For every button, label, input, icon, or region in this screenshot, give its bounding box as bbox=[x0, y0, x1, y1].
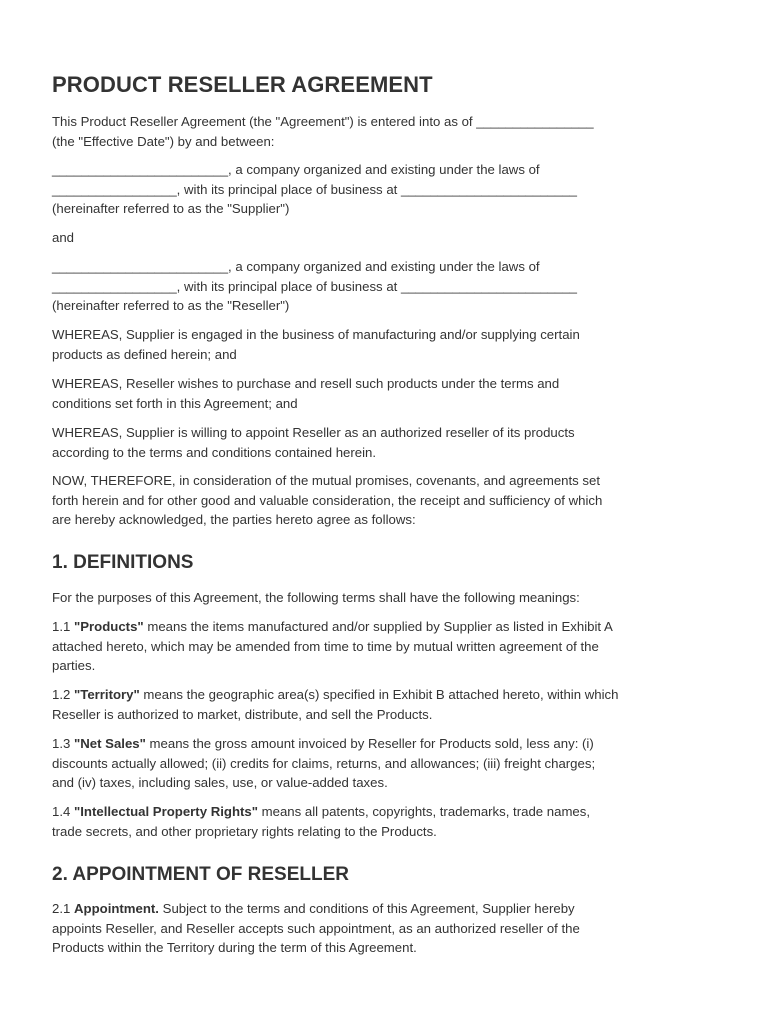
whereas-paragraph-2 bbox=[52, 374, 724, 413]
definition-line bbox=[52, 734, 724, 754]
whereas-paragraph-1 bbox=[52, 325, 724, 364]
clause-title: Appointment. bbox=[74, 901, 159, 916]
supplier-paragraph bbox=[52, 160, 724, 219]
clause-number: 1.1 bbox=[52, 619, 74, 634]
clause-text: Subject to the terms and conditions of this Agreement, Supplier hereby bbox=[158, 901, 575, 916]
clause-number: 2.1 bbox=[52, 901, 74, 916]
definition-line: parties. bbox=[52, 658, 96, 673]
whereas-line: WHEREAS, Supplier is willing to appoint Reseller as an authorized reseller of its products bbox=[52, 425, 575, 440]
supplier-line: _________________, with its principal place of business at ________________________ bbox=[52, 181, 578, 197]
definition-line bbox=[52, 617, 724, 637]
clause-number: 1.4 bbox=[52, 804, 74, 819]
now-therefore-line: are hereby acknowledged, the parties hereto agree as follows: bbox=[52, 512, 416, 527]
supplier-line: ________________________, a company organized and existing under the laws of bbox=[52, 162, 540, 177]
definition-line bbox=[52, 802, 724, 822]
intro-paragraph bbox=[52, 112, 724, 151]
supplier-line: (hereinafter referred to as the "Supplier") bbox=[52, 201, 290, 216]
definition-text: means the items manufactured and/or supplied by Supplier as listed in Exhibit A bbox=[143, 619, 613, 634]
clause-number: 1.3 bbox=[52, 736, 74, 751]
whereas-line: products as defined herein; and bbox=[52, 346, 237, 362]
reseller-line: ________________________, a company organized and existing under the laws of bbox=[52, 259, 540, 274]
clause-number: 1.2 bbox=[52, 687, 74, 702]
and-text: and bbox=[52, 230, 75, 245]
reseller-line: _________________, with its principal place of business at ________________________ bbox=[52, 278, 578, 294]
now-therefore-paragraph bbox=[52, 471, 724, 530]
definition-line bbox=[52, 685, 724, 705]
intro-line: This Product Reseller Agreement (the "Agreement") is entered into as of ________________ bbox=[52, 114, 594, 129]
reseller-paragraph bbox=[52, 257, 724, 316]
defined-term: "Territory" bbox=[74, 687, 140, 702]
now-therefore-line: forth herein and for other good and valuable consideration, the receipt and sufficiency of which bbox=[52, 492, 603, 508]
definition-text: means the geographic area(s) specified in Exhibit B attached hereto, within which bbox=[139, 687, 619, 702]
definition-line: discounts actually allowed; (ii) credits for claims, returns, and allowances; (iii) freight charges; bbox=[52, 755, 596, 771]
definitions-intro: For the purposes of this Agreement, the following terms shall have the following meanings: bbox=[52, 590, 580, 605]
whereas-line: according to the terms and conditions contained herein. bbox=[52, 444, 377, 460]
definition-line: attached hereto, which may be amended from time to time by mutual written agreement of the bbox=[52, 638, 599, 654]
definition-4 bbox=[52, 802, 724, 841]
reseller-line: (hereinafter referred to as the "Reseller") bbox=[52, 298, 290, 313]
definition-1 bbox=[52, 617, 724, 676]
defined-term: "Net Sales" bbox=[74, 736, 146, 751]
document-title: PRODUCT RESELLER AGREEMENT bbox=[52, 72, 433, 97]
section-1-heading: 1. DEFINITIONS bbox=[52, 552, 194, 573]
clause-line: Products within the Territory during the term of this Agreement. bbox=[52, 940, 417, 955]
clause-2-1 bbox=[52, 899, 724, 958]
whereas-line: WHEREAS, Reseller wishes to purchase and resell such products under the terms and bbox=[52, 376, 560, 391]
defined-term: "Intellectual Property Rights" bbox=[74, 804, 258, 819]
whereas-paragraph-3 bbox=[52, 423, 724, 462]
definition-text: means all patents, copyrights, trademarks, trade names, bbox=[257, 804, 591, 819]
definition-line: Reseller is authorized to market, distribute, and sell the Products. bbox=[52, 706, 433, 722]
whereas-line: conditions set forth in this Agreement; and bbox=[52, 395, 298, 411]
intro-line: (the "Effective Date") by and between: bbox=[52, 133, 275, 149]
definition-line: and (iv) taxes, including sales, use, or value-added taxes. bbox=[52, 775, 388, 790]
definition-text: means the gross amount invoiced by Reseller for Products sold, less any: (i) bbox=[145, 736, 594, 751]
definition-3 bbox=[52, 734, 724, 793]
whereas-line: WHEREAS, Supplier is engaged in the business of manufacturing and/or supplying certain bbox=[52, 327, 580, 342]
section-2-heading: 2. APPOINTMENT OF RESELLER bbox=[52, 864, 349, 885]
defined-term: "Products" bbox=[74, 619, 144, 634]
clause-line: appoints Reseller, and Reseller accepts such appointment, as an authorized reseller of the bbox=[52, 920, 580, 936]
now-therefore-line: NOW, THEREFORE, in consideration of the mutual promises, covenants, and agreements set bbox=[52, 473, 601, 488]
definition-line: trade secrets, and other proprietary rights relating to the Products. bbox=[52, 823, 437, 839]
definition-2 bbox=[52, 685, 724, 724]
clause-line bbox=[52, 899, 724, 919]
